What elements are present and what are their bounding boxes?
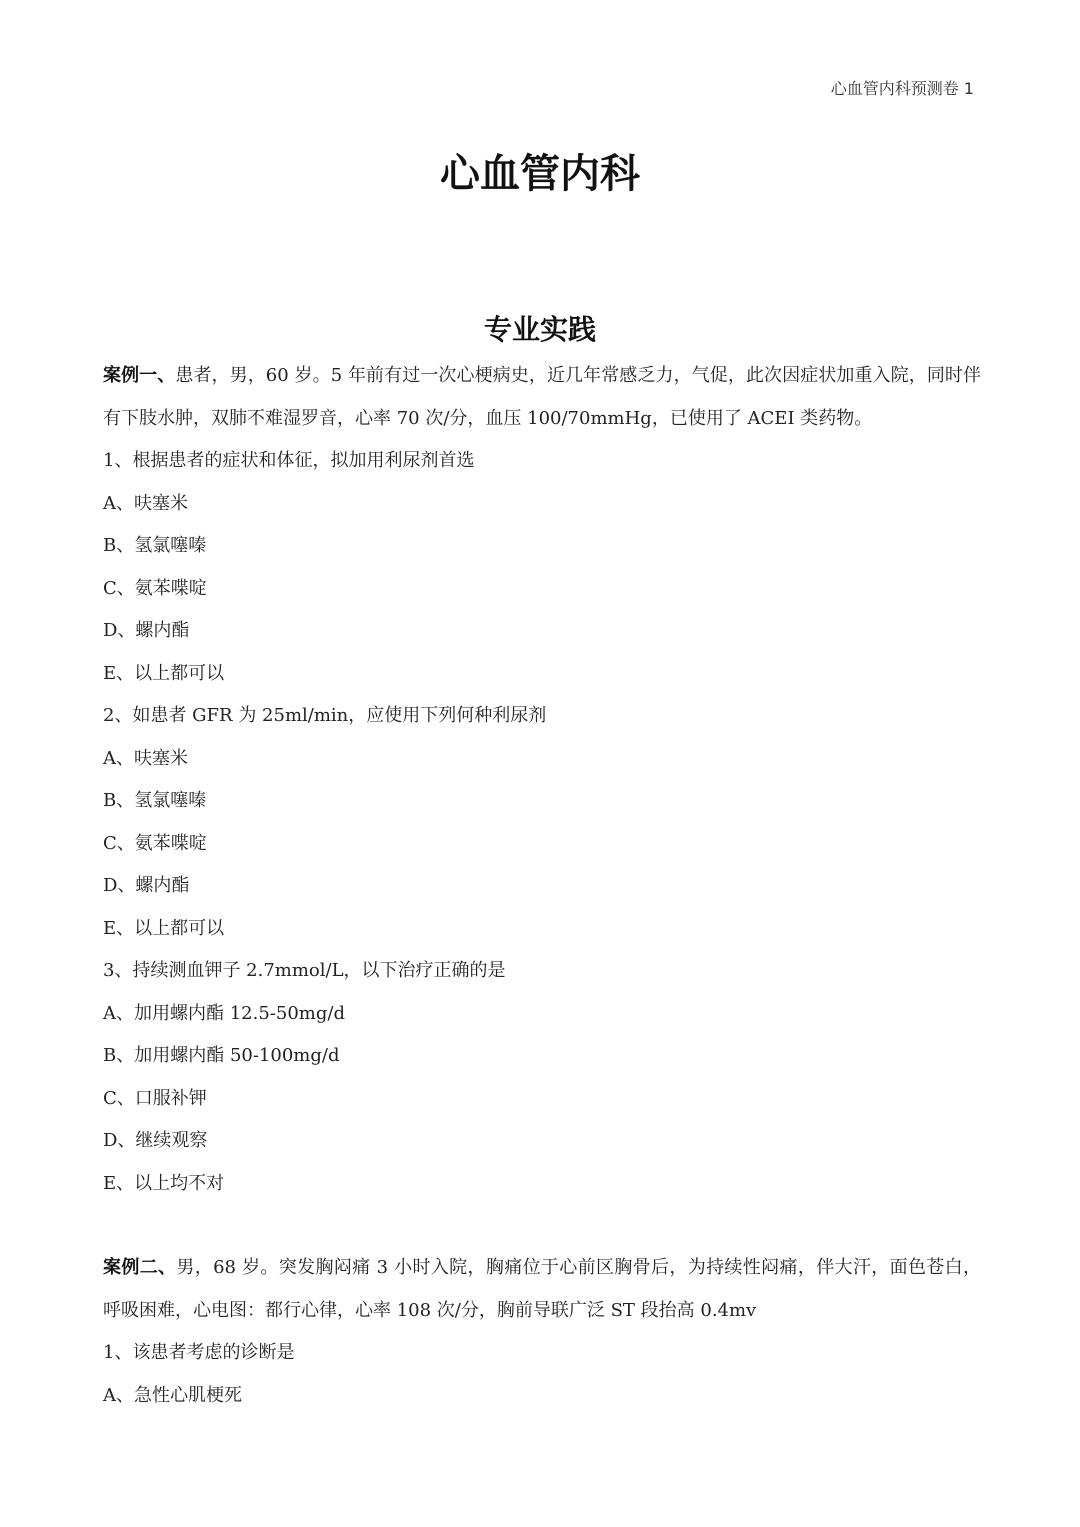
case1-text: 患者，男，60 岁。5 年前有过一次心梗病史，近几年常感乏力，气促，此次因症状加重入院，同时伴有下肢水肿，双肺不难湿罗音，心率 70 次/分，血压 100/70mmHg，已使用了 ACEI 类药物。 xyxy=(103,365,982,429)
case1-q1-option-e: E、以上都可以 xyxy=(103,662,225,684)
case1-q2-option-d: D、螺内酯 xyxy=(103,875,190,896)
case1-q3-stem: 3、持续测血钾子 2.7mmol/L，以下治疗正确的是 xyxy=(103,960,506,981)
case1-q2-stem: 2、如患者 GFR 为 25ml/min，应使用下列何种利尿剂 xyxy=(103,705,547,726)
case2-text: 男，68 岁。突发胸闷痛 3 小时入院，胸痛位于心前区胸骨后，为持续性闷痛，伴大汗，面色苍白，呼吸困难，心电图：都行心律，心率 108 次/分，胸前导联广泛 ST 段抬高 0.4mv xyxy=(103,1257,981,1321)
case1-q1-option-a: A、呋塞米 xyxy=(103,492,188,514)
case1-q2-option-a: A、呋塞米 xyxy=(103,747,188,769)
case1-q1-option-d: D、螺内酯 xyxy=(103,620,190,641)
running-header: 心血管内科预测卷 1 xyxy=(830,79,974,98)
case1-q2-option-b: B、氢氯噻嗪 xyxy=(103,790,207,811)
case1-q1-option-b: B、氢氯噻嗪 xyxy=(103,535,207,556)
case1-q1-stem: 1、根据患者的症状和体征，拟加用利尿剂首选 xyxy=(103,450,475,471)
exam-content xyxy=(103,355,981,1417)
case2-intro xyxy=(103,1247,981,1332)
case1-q1-option-c: C、氨苯喋啶 xyxy=(103,577,207,599)
case1-q3-option-b: B、加用螺内酯 50-100mg/d xyxy=(103,1045,340,1066)
case1-q2-option-e: E、以上都可以 xyxy=(103,917,225,939)
case1-q3-option-c: C、口服补钾 xyxy=(103,1087,207,1109)
case2-label: 案例二、 xyxy=(103,1257,177,1278)
case2-q1-stem: 1、该患者考虑的诊断是 xyxy=(103,1342,295,1363)
section-title: 专业实践 xyxy=(483,313,596,346)
case1-q3-option-a: A、加用螺内酯 12.5-50mg/d xyxy=(103,1002,345,1024)
case2-q1-option-a: A、急性心肌梗死 xyxy=(103,1384,242,1406)
case1-q2-option-c: C、氨苯喋啶 xyxy=(103,832,207,854)
case1-label: 案例一、 xyxy=(103,365,176,386)
case1-q3-option-e: E、以上均不对 xyxy=(103,1172,225,1194)
document-title: 心血管内科 xyxy=(440,151,640,197)
case-spacer xyxy=(103,1205,981,1247)
case1-q3-option-d: D、继续观察 xyxy=(103,1130,208,1151)
case1-intro xyxy=(103,355,981,440)
